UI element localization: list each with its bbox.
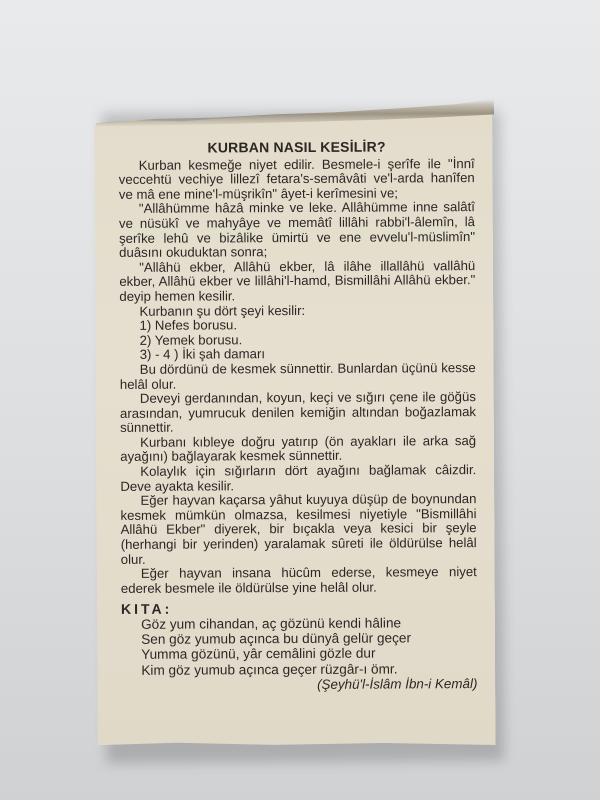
verse-line: Yumma gözünü, yâr cemâlini gözle dur xyxy=(141,646,376,663)
paragraph: Kurbanın şu dört şeyi kesilir: xyxy=(139,302,306,319)
document-title: KURBAN NASIL KESİLİR? xyxy=(207,138,386,156)
paragraph: Kurbanı kıbleye doğru yatırıp (ön ayakları ile arka sağ ayağını) bağlayarak kesmek sünnettir. xyxy=(120,432,477,465)
list-item: 3) - 4 ) İki şah damarı xyxy=(139,346,266,363)
list-item: 2) Yemek borusu. xyxy=(139,332,243,348)
verse-line: Sen göz yumub açınca bu dünyâ gelür geçer xyxy=(141,630,411,648)
paragraph: "Allâhümme hâzâ minke ve leke. Allâhümme inne salâtî ve nüsükî ve mahyâye ve memâtî lillâhi rabbi'l-âlemîn, lâ şerîke lehû ve bizâlike ümirtü ve ene evvelu'l-müslimîn" duâsını okuduktan sonra; xyxy=(118,199,476,261)
paragraph: Deveyi gerdanından, koyun, keçi ve sığırı çene ile göğüs arasından, yumrucuk denilen kemiğin altından boğazlamak sünnettir. xyxy=(119,389,477,436)
verse-line: Kim göz yumub açınca geçer rüzgâr-ı ömr. xyxy=(141,661,398,678)
paragraph: Kolaylık için sığırların dört ayağını bağlamak câizdir. Deve ayakta kesilir. xyxy=(120,462,477,494)
attribution: (Şeyhü'l-İslâm İbn-i Kemâl) xyxy=(317,675,478,692)
paragraph: "Allâhü ekber, Allâhü ekber, lâ ilâhe illallâhü vallâhü ekber, Allâhü ekber ve lillâhi'l-hamd, Bismillâhi Allâhü ekber." deyip hemen kesilir. xyxy=(119,257,476,304)
paragraph: Eğer hayvan insana hücûm ederse, kesmeye niyet ederek besmele ile öldürülse yine helâl olur. xyxy=(120,564,477,596)
paragraph: Kurban kesmeğe niyet edilir. Besmele-i şerîfe ile "İnnî veccehtü vechiye lillezî fetara's-semâvâti ve'l-arda hanîfen ve mâ ene mine'l-müşrikîn" âyet-i kerîmesini ve; xyxy=(118,155,475,202)
paragraph: Bu dördünü de kesmek sünnettir. Bunlardan üçünü kesse helâl olur. xyxy=(119,359,476,392)
paragraph: Eğer hayvan kaçarsa yâhut kuyuya düşüp de boynundan kesmek mümkün olmazsa, kesilmesi niyetiyle "Bismillâhi Allâhü Ekber" diyerek, bir bıçakla veya kesici bir şeyle (herhangi bir yerinden) yaralamak sûreti ile öldürülse helâl olur. xyxy=(120,491,477,567)
list-item: 1) Nefes borusu. xyxy=(139,317,238,333)
kita-heading: KITA: xyxy=(120,601,173,618)
verse-line: Göz yum cihandan, aç gözünü kendi hâline xyxy=(141,615,402,632)
clipping-text xyxy=(119,139,478,693)
